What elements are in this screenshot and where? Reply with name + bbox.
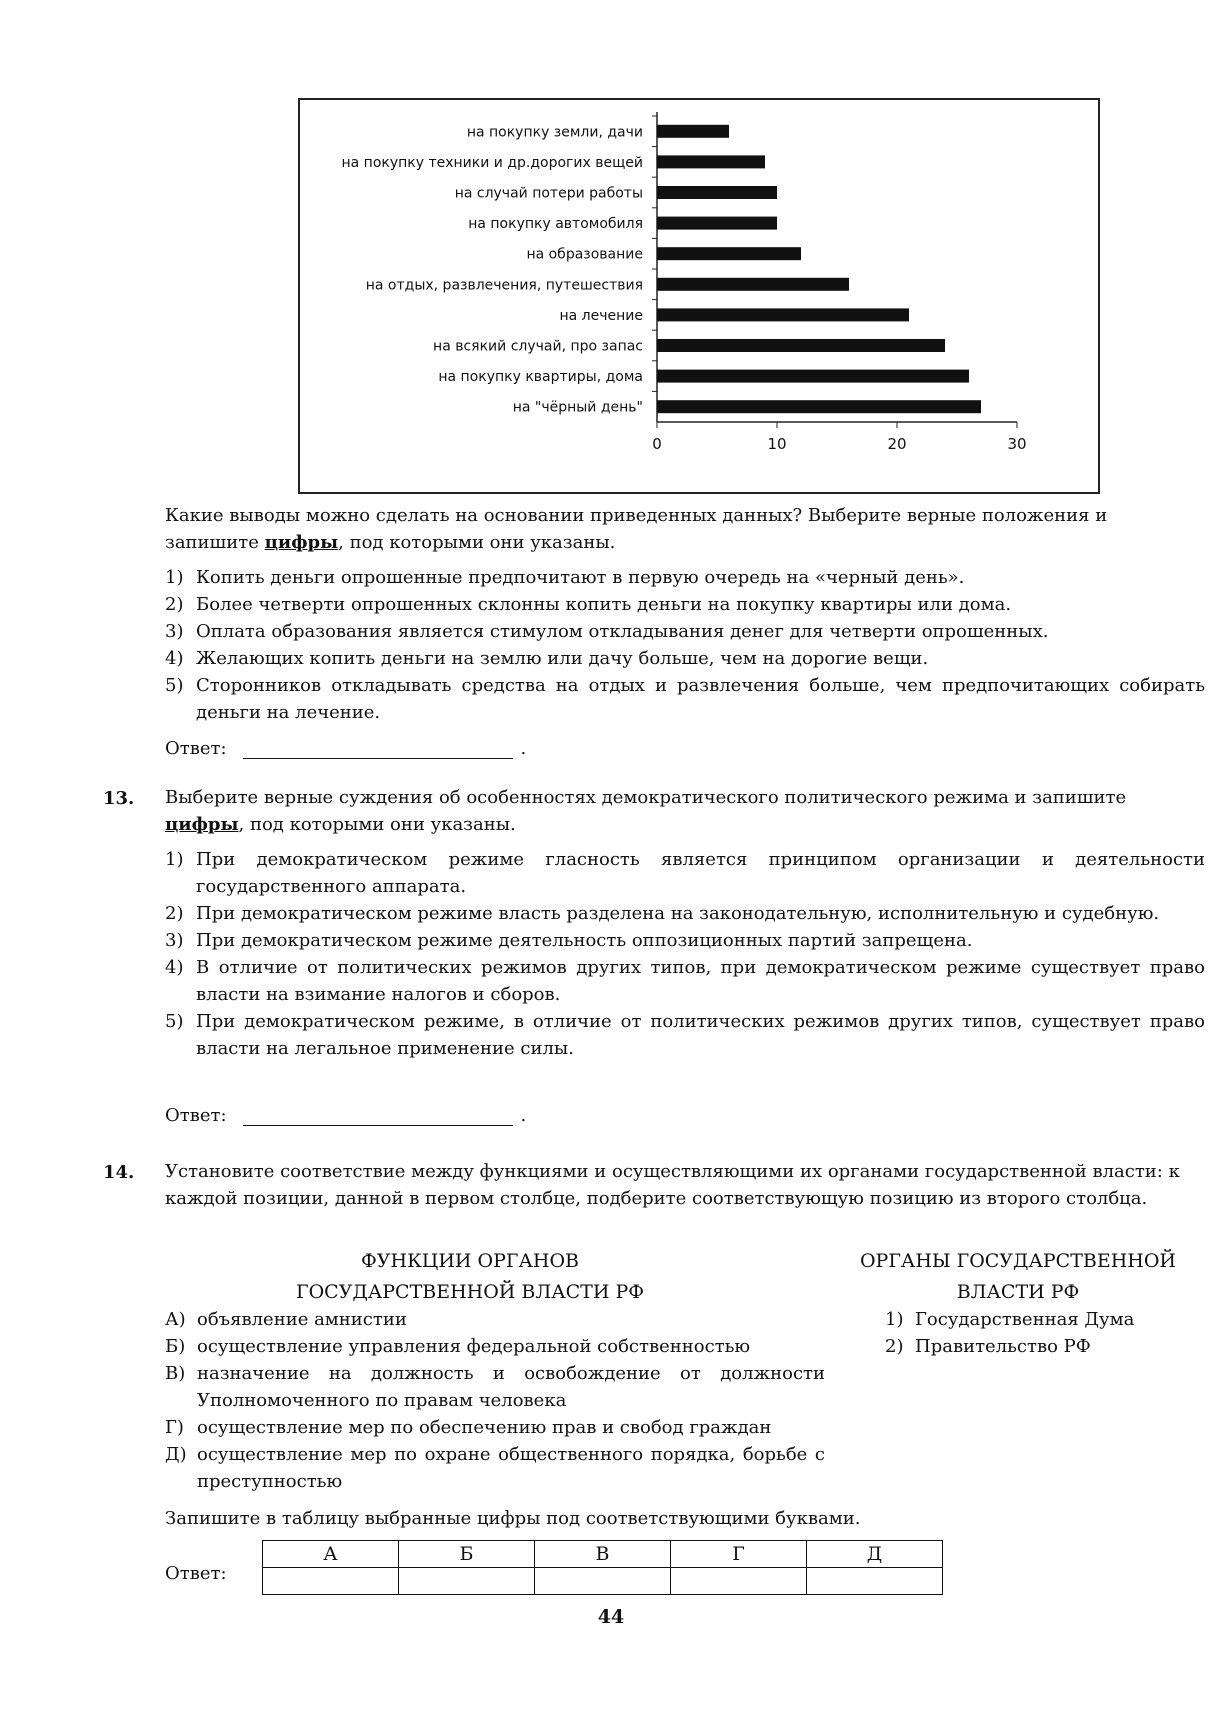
bar [657,308,909,321]
function-item: Д) осуществление мер по охране общественного порядка, борьбе с преступностью [165,1444,825,1492]
answer-table-header: Г [671,1541,807,1568]
answer-label: Ответ: [165,1105,227,1126]
table-instruction: Запишите в таблицу выбранные цифры под соответствующими буквами. [165,1508,861,1529]
category-label: на всякий случай, про запас [433,338,643,355]
q13-option: 4) В отличие от политических режимов других типов, при демократическом режиме существует право власти на взимание налогов и сборов. [165,957,1205,1005]
category-label: на лечение [559,307,643,324]
q12-option: 4) Желающих копить деньги на землю или дачу больше, чем на дорогие вещи. [165,648,929,669]
bar [657,339,945,352]
bar [657,370,969,383]
x-tick-label: 20 [887,435,907,453]
bar [657,247,801,260]
q13-answer: Ответ: . [165,1105,527,1126]
answer-line[interactable] [243,1107,513,1126]
q12-prompt-bold: цифры [264,532,339,553]
bar [657,186,777,199]
function-item: В) назначение на должность и освобождение от должности Уполномоченного по правам человека [165,1363,825,1411]
category-label: на покупку техники и др.дорогих вещей [341,154,643,171]
bar [657,217,777,230]
category-label: на покупку квартиры, дома [438,369,643,386]
q12-option: 3) Оплата образования является стимулом откладывания денег для четверти опрошенных. [165,621,1049,642]
x-tick-label: 10 [767,435,787,453]
q13-option: 2) При демократическом режиме власть разделена на законодательную, исполнительную и судебную. [165,903,1160,924]
q13-option: 5) При демократическом режиме, в отличие от политических режимов других типов, существует право власти на легальное применение силы. [165,1011,1205,1059]
q12-block [165,502,1205,726]
q13-prompt: Выберите верные суждения об особенностях демократического политического режима и запишите цифры, под которыми они указаны. [165,787,1127,835]
q13-options [165,846,1205,1062]
function-item: Г) осуществление мер по обеспечению прав и свобод граждан [165,1417,772,1438]
organs-list [885,1306,1134,1360]
answer-label: Ответ: [165,738,227,759]
q13-number: 13. [103,788,135,809]
answer-table-header: Д [807,1541,943,1568]
q12-prompt: Какие выводы можно сделать на основании приведенных данных? Выберите верные положения и запишите цифры, под которыми они указаны. [165,505,1108,553]
bar [657,278,849,291]
function-item: А) объявление амнистии [165,1309,407,1330]
page-number: 44 [597,1606,625,1628]
q12-option: 1) Копить деньги опрошенные предпочитают в первую очередь на «черный день». [165,567,965,588]
answer-cell[interactable] [263,1568,399,1595]
q13-block [165,784,1205,1062]
answer-table-header: Б [399,1541,535,1568]
category-label: на образование [526,246,643,263]
functions-list [165,1306,825,1495]
bar-chart [298,98,1100,494]
answer-line[interactable] [243,740,513,759]
x-tick-label: 30 [1007,435,1027,453]
answer-table-header: А [263,1541,399,1568]
answer-cell[interactable] [807,1568,943,1595]
q12-options [165,564,1205,726]
q13-prompt-bold: цифры [165,814,239,835]
q13-option: 1) При демократическом режиме гласность является принципом организации и деятельности государственного аппарата. [165,849,1205,897]
category-label: на "чёрный день" [512,399,643,416]
bar [657,155,765,168]
category-label: на покупку земли, дачи [466,124,643,141]
category-label: на покупку автомобиля [468,216,643,233]
answer-cell[interactable] [671,1568,807,1595]
answer-table-input-row [263,1568,943,1595]
category-label: на случай потери работы [454,185,643,202]
bar [657,400,981,413]
q14-number: 14. [103,1162,135,1183]
answer-table-header: В [535,1541,671,1568]
functions-heading: ФУНКЦИИ ОРГАНОВ ГОСУДАРСТВЕННОЙ ВЛАСТИ РФ [296,1250,644,1303]
x-tick-label: 0 [652,435,662,453]
q14-answer-label: Ответ: [165,1563,227,1584]
q12-option: 5) Сторонников откладывать средства на отдых и развлечения больше, чем предпочитающих собирать деньги на лечение. [165,675,1205,723]
q13-option: 3) При демократическом режиме деятельность оппозиционных партий запрещена. [165,930,973,951]
chart-canvas [300,100,1098,492]
q14-prompt: Установите соответствие между функциями и осуществляющими их органами государственной власти: к каждой позиции, данной в первом столбце, подберите соответствующую позицию из второго столбца. [165,1161,1180,1209]
answer-table [262,1540,943,1595]
category-label: на отдых, развлечения, путешествия [365,277,643,294]
answer-table-header-row [263,1541,943,1568]
q12-option: 2) Более четверти опрошенных склонны копить деньги на покупку квартиры или дома. [165,594,1012,615]
answer-cell[interactable] [535,1568,671,1595]
function-item: Б) осуществление управления федеральной собственностью [165,1336,751,1357]
answer-cell[interactable] [399,1568,535,1595]
organ-item: 2) Правительство РФ [885,1336,1091,1357]
bar [657,125,729,138]
organ-item: 1) Государственная Дума [885,1309,1135,1330]
q12-answer: Ответ: . [165,738,527,759]
organs-heading: ОРГАНЫ ГОСУДАРСТВЕННОЙ ВЛАСТИ РФ [859,1250,1176,1303]
